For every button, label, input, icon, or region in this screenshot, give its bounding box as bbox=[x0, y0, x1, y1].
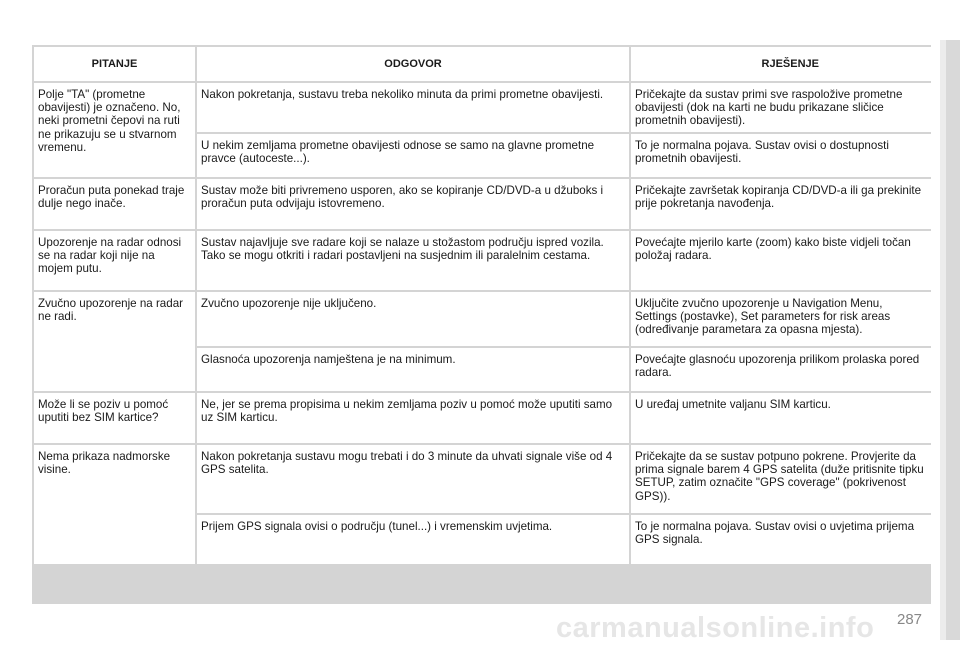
page-edge-bar bbox=[946, 40, 960, 640]
question-cell: Upozorenje na radar odnosi se na radar koji nije na mojem putu. bbox=[34, 231, 195, 290]
table-row bbox=[34, 393, 931, 443]
answer-cell: Nakon pokretanja, sustavu treba nekoliko minuta da primi prometne obavijesti. bbox=[197, 83, 629, 132]
solution-cell: Povećajte glasnoću upozorenja prilikom prolaska pored radara. bbox=[631, 348, 931, 391]
answer-cell: Ne, jer se prema propisima u nekim zemljama poziv u pomoć može uputiti samo uz SIM karticu. bbox=[197, 393, 629, 443]
solution-cell: U uređaj umetnite valjanu SIM karticu. bbox=[631, 393, 931, 443]
question-cell: Proračun puta ponekad traje dulje nego inače. bbox=[34, 179, 195, 229]
table-row bbox=[34, 179, 931, 229]
header-answer: ODGOVOR bbox=[197, 47, 629, 81]
answer-cell: Glasnoća upozorenja namještena je na minimum. bbox=[197, 348, 629, 391]
answer-cell: Prijem GPS signala ovisi o području (tunel...) i vremenskim uvjetima. bbox=[197, 515, 629, 564]
table-row bbox=[34, 231, 931, 290]
solution-cell: To je normalna pojava. Sustav ovisi o uvjetima prijema GPS signala. bbox=[631, 515, 931, 564]
question-cell: Može li se poziv u pomoć uputiti bez SIM kartice? bbox=[34, 393, 195, 443]
solution-cell: Pričekajte da se sustav potpuno pokrene. Provjerite da prima signale barem 4 GPS satelita (duže pritisnite tipku SETUP, zatim označite "GPS coverage" (pokrivenost GPS)). bbox=[631, 445, 931, 513]
table-header-row bbox=[34, 47, 931, 81]
header-question: PITANJE bbox=[34, 47, 195, 81]
solution-cell: To je normalna pojava. Sustav ovisi o dostupnosti prometnih obavijesti. bbox=[631, 134, 931, 177]
header-solution: RJEŠENJE bbox=[631, 47, 931, 81]
page-number: 287 bbox=[897, 611, 923, 628]
table-row bbox=[34, 83, 931, 132]
answer-cell: U nekim zemljama prometne obavijesti odnose se samo na glavne prometne pravce (autoceste...). bbox=[197, 134, 629, 177]
question-cell: Polje "TA" (prometne obavijesti) je označeno. No, neki prometni čepovi na ruti ne prikazuju se u stvarnom vremenu. bbox=[34, 83, 195, 177]
faq-table-container bbox=[32, 45, 931, 604]
answer-cell: Sustav može biti privremeno usporen, ako se kopiranje CD/DVD-a u džuboks i proračun puta odvijaju istovremeno. bbox=[197, 179, 629, 229]
answer-cell: Sustav najavljuje sve radare koji se nalaze u stožastom području ispred vozila. Tako se mogu otkriti i radari postavljeni na susjednim ili paralelnim cestama. bbox=[197, 231, 629, 290]
watermark: carmanualsonline.info bbox=[556, 612, 875, 644]
solution-cell: Uključite zvučno upozorenje u Navigation Menu, Settings (postavke), Set parameters for risk areas (određivanje parametara za opasna mjesta). bbox=[631, 292, 931, 346]
question-cell: Zvučno upozorenje na radar ne radi. bbox=[34, 292, 195, 391]
solution-cell: Pričekajte da sustav primi sve raspoložive prometne obavijesti (dok na karti ne budu prikazane sličice prometnih obavijesti). bbox=[631, 83, 931, 132]
question-cell: Nema prikaza nadmorske visine. bbox=[34, 445, 195, 564]
table-row bbox=[34, 292, 931, 346]
answer-cell: Nakon pokretanja sustavu mogu trebati i do 3 minute da uhvati signale više od 4 GPS satelita. bbox=[197, 445, 629, 513]
solution-cell: Pričekajte završetak kopiranja CD/DVD-a ili ga prekinite prije pokretanja navođenja. bbox=[631, 179, 931, 229]
table-row bbox=[34, 445, 931, 513]
solution-cell: Povećajte mjerilo karte (zoom) kako biste vidjeli točan položaj radara. bbox=[631, 231, 931, 290]
faq-table bbox=[32, 45, 933, 566]
answer-cell: Zvučno upozorenje nije uključeno. bbox=[197, 292, 629, 346]
